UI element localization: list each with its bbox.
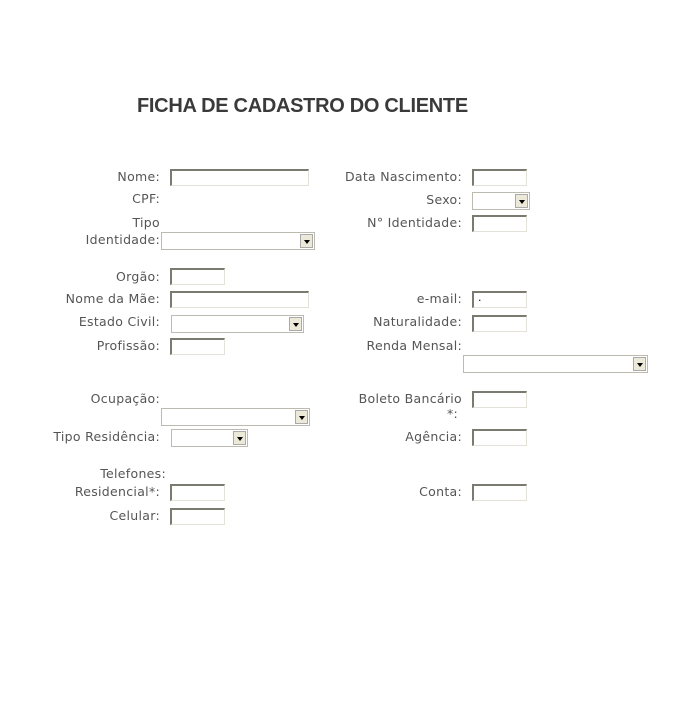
ocupacao-select[interactable] xyxy=(161,408,310,426)
conta-label: Conta: xyxy=(419,484,462,499)
tipo-identidade-label-line2: Identidade: xyxy=(85,232,160,247)
page-title: FICHA DE CADASTRO DO CLIENTE xyxy=(137,95,468,117)
orgao-label: Orgão: xyxy=(115,269,160,284)
data-nascimento-input[interactable] xyxy=(472,169,527,186)
celular-input[interactable] xyxy=(170,508,225,525)
sexo-label: Sexo: xyxy=(426,192,462,207)
conta-input[interactable] xyxy=(472,484,527,501)
boleto-label-line1: Boleto Bancário xyxy=(358,391,462,406)
chevron-down-icon xyxy=(233,431,246,445)
tipo-identidade-select[interactable] xyxy=(161,232,315,250)
chevron-down-icon xyxy=(515,194,528,208)
telefones-label: Telefones: xyxy=(100,466,166,481)
nome-mae-input[interactable] xyxy=(170,291,309,308)
profissao-label: Profissão: xyxy=(96,338,160,353)
ocupacao-label: Ocupação: xyxy=(90,391,160,406)
cpf-label: CPF: xyxy=(132,191,160,206)
naturalidade-input[interactable] xyxy=(472,315,527,332)
tipo-residencia-select[interactable] xyxy=(171,429,248,447)
n-identidade-input[interactable] xyxy=(472,215,527,232)
renda-mensal-select[interactable] xyxy=(463,355,648,373)
nome-mae-label: Nome da Mãe: xyxy=(65,291,160,306)
chevron-down-icon xyxy=(300,234,313,248)
data-nascimento-label: Data Nascimento: xyxy=(344,169,462,184)
renda-mensal-label: Renda Mensal: xyxy=(366,338,462,353)
sexo-select[interactable] xyxy=(472,192,530,210)
profissao-input[interactable] xyxy=(170,338,225,355)
n-identidade-label: N° Identidade: xyxy=(367,215,462,230)
agencia-label: Agência: xyxy=(405,429,462,444)
tipo-identidade-label-line1: Tipo xyxy=(132,215,160,230)
nome-input[interactable] xyxy=(170,169,309,186)
chevron-down-icon xyxy=(633,357,646,371)
boleto-label-line2: *: xyxy=(446,406,458,421)
residencial-label: Residencial*: xyxy=(74,484,160,499)
nome-label: Nome: xyxy=(117,169,160,184)
residencial-input[interactable] xyxy=(170,484,225,501)
naturalidade-label: Naturalidade: xyxy=(373,314,462,329)
email-label: e-mail: xyxy=(416,291,462,306)
orgao-input[interactable] xyxy=(170,268,225,285)
email-input[interactable]: . xyxy=(472,291,527,308)
tipo-residencia-label: Tipo Residência: xyxy=(53,429,160,444)
boleto-input[interactable] xyxy=(472,391,527,408)
estado-civil-select[interactable] xyxy=(171,315,304,333)
agencia-input[interactable] xyxy=(472,429,527,446)
celular-label: Celular: xyxy=(109,508,160,523)
estado-civil-label: Estado Civil: xyxy=(78,314,160,329)
